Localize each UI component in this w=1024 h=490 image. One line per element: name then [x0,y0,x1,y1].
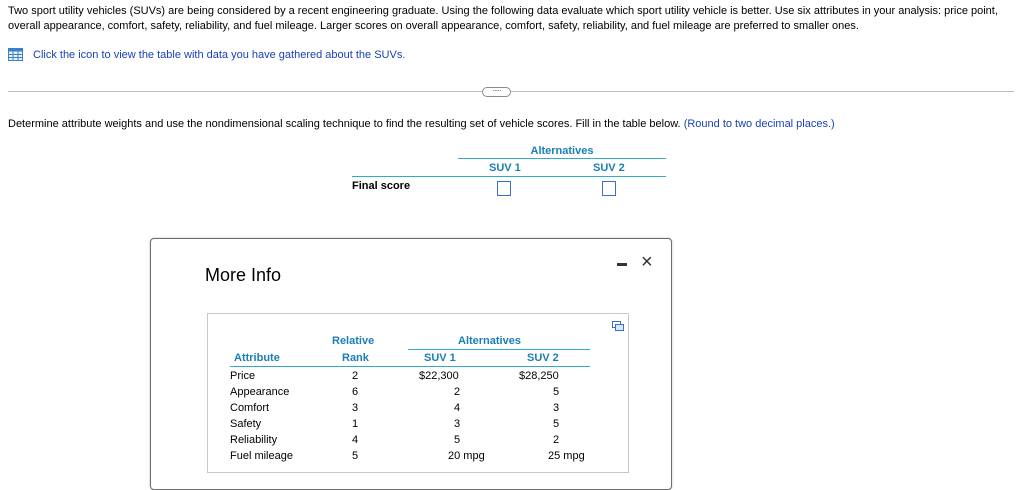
view-data-link[interactable] [8,47,405,62]
suv2-comfort: 3 [553,402,560,414]
attribute-header: Attribute [234,352,280,364]
suv1-safety: 3 [454,418,461,430]
rank-reliability: 4 [352,434,359,446]
attr-comfort: Comfort [230,402,270,414]
attr-reliability: Reliability [230,434,278,446]
dialog-title: More Info [205,265,282,285]
suv2-appearance: 5 [553,386,560,398]
suv1-appearance: 2 [454,386,461,398]
rank-comfort: 3 [352,402,359,414]
attr-price: Price [230,370,256,382]
section-divider [8,91,1014,92]
attr-safety: Safety [230,418,262,430]
final-header-rule [458,158,666,159]
relative-header: Relative [332,335,375,347]
final-col-suv2: SUV 2 [593,162,625,174]
alternatives-rule [408,349,590,350]
data-table-panel [207,313,629,473]
suv1-header: SUV 1 [424,352,456,364]
instruction [8,118,835,130]
rank-appearance: 6 [352,386,359,398]
view-data-link-label[interactable]: Click the icon to view the table with data you have gathered about the SUVs. [33,48,406,61]
attr-appearance: Appearance [230,386,290,398]
rank-header: Rank [342,352,369,364]
rank-safety: 1 [352,418,359,430]
final-alternatives-header: Alternatives [530,145,594,157]
rank-fuel-mileage: 5 [352,450,359,462]
close-icon[interactable]: × [641,251,653,273]
alternatives-header: Alternatives [458,335,521,347]
suv2-fuel-mileage: 25 mpg [548,450,585,462]
final-col-rule [352,176,666,177]
suv1-final-score-input[interactable] [497,181,511,196]
suv2-price: $28,250 [519,370,559,382]
suv2-final-score-input[interactable] [602,181,616,196]
more-info-dialog [150,238,672,490]
suv2-reliability: 2 [553,434,560,446]
suv1-price: $22,300 [419,370,459,382]
final-col-suv1: SUV 1 [489,162,521,174]
suv2-safety: 5 [553,418,560,430]
header-rule [230,366,590,367]
suv1-reliability: 5 [454,434,461,446]
attr-fuel-mileage: Fuel mileage [230,450,293,462]
final-score-label: Final score [352,180,411,192]
rank-price: 2 [352,370,359,382]
round-note: (Round to two decimal places.) [683,118,835,130]
instruction-text: Determine attribute weights and use the nondimensional scaling technique to find the resulting set of vehicle scores. Fill in the table below. [8,118,681,130]
suv1-comfort: 4 [454,402,461,414]
problem-statement: Two sport utility vehicles (SUVs) are being considered by a recent engineering graduate. Using the following data evaluate which sport utility vehicle is better. Use six attributes in your analysis: price point, overall appearance, comfort, safety, reliability, and fuel mileage. Larger scores on overall appearance, comfort, safety, reliability, and fuel mileage are preferred to smaller ones. [8,5,998,32]
minimize-icon[interactable] [617,263,627,266]
suv1-fuel-mileage: 20 mpg [448,450,485,462]
copy-icon[interactable] [612,321,624,332]
table-icon[interactable] [8,48,23,61]
expand-button[interactable]: ····· [482,87,511,97]
suv2-header: SUV 2 [527,352,559,364]
